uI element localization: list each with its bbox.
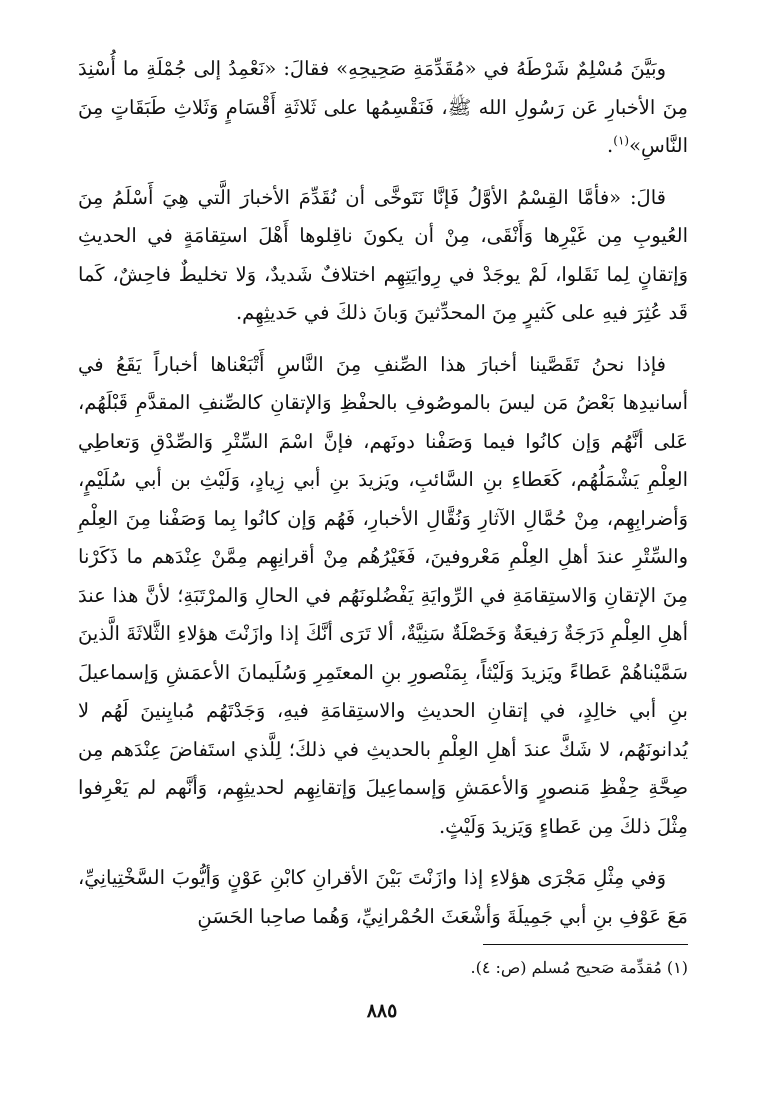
main-text <box>78 50 688 949</box>
paragraph-1 <box>78 50 688 166</box>
paragraph-4: وَفي مِثْلِ مَجْرَى هؤلاءِ إذا وازَنْتَ بَيْنَ الأقرانِ كابْنِ عَوْنٍ وَأيُّوبَ السَّخْتِيانِيِّ، مَعَ عَوْفِ بنِ أبي جَمِيلَةَ وَأشْعَثَ الحُمْرانِيِّ، وَهُما صاحِبا الحَسَنِ <box>78 866 688 928</box>
paragraph-1-tail: . <box>607 134 614 157</box>
paragraph-2: قالَ: «فأمَّا القِسْمُ الأوَّلُ فَإنَّا نَتَوخَّى أن نُقَدِّمَ الأخبارَ الَّتي هِيَ أَسْلَمُ مِنَ العُيوبِ مِن غَيْرِها وَأَنْقَى، مِنْ أن يكونَ ناقِلوها أَهْلَ استِقامَةٍ في الحديثِ وَإتقانٍ لِما نَقَلوا، لَمْ يوجَدْ في رِوايَتِهِم اختلافٌ شَديدٌ، وَلا تخليطٌ فاحِشٌ، كَما قَد عُثِرَ فيهِ على كَثيرٍ مِنَ المحدِّثينَ وَبانَ ذلكَ في حَديثِهِم. <box>78 185 688 324</box>
footnote-reference: (١) <box>613 133 630 148</box>
footnote-mark: (١) <box>666 958 688 977</box>
footnote-text: مُقدِّمة صَحيح مُسلم (ص: ٤). <box>470 958 662 977</box>
paragraph-1-text: وبَيَّنَ مُسْلِمٌ شَرْطَهُ في «مُقَدِّمَةِ صَحِيحِهِ» فقالَ: «نَعْمِدُ إلى جُمْلَةِ ما أُسْنِدَ مِنَ الأخبارِ عَن رَسُولِ الله ﷺ، فَنَقْسِمُها على ثَلاثَةِ أَقْسَامٍ وَثَلاثِ طَبَقَاتٍ مِنَ النَّاسِ» <box>78 57 688 157</box>
paragraph-3: فإذا نحنُ تَقَصَّينا أخبارَ هذا الصِّنفِ مِنَ النَّاسِ أَتْبَعْناها أخباراً يَقَعُ في أسانيدِها بَعْضُ مَن ليسَ بالموصُوفِ بالحفْظِ وَالإتقانِ كالصِّنفِ المقدَّمِ قَبْلَهُم، عَلى أنَّهُم وَإن كانُوا فيما وَصَفْنا دونَهم، فإنَّ اسْمَ السِّتْرِ وَالصِّدْقِ وَتعاطِي العِلْمِ يَشْمَلُهُم، كَعَطاءِ بنِ السَّائبِ، ويَزيدَ بنِ أبي زِيادٍ، وَلَيْثِ بن أبي سُلَيْمٍ، وَأضرابِهِم، مِنْ حُمَّالِ الآثارِ وَنُقَّالِ الأخبارِ، فَهُم وَإن كانُوا بِما وَصَفْنا مِنَ العِلْمِ والسِّتْرِ عندَ أهلِ العِلْمِ مَعْروفينَ، فَغَيْرُهُم مِنْ أقرانِهِم مِمَّنْ عِنْدَهم ما ذَكَرْنا مِنَ الإتقانِ وَالاستِقامَةِ في الرِّوايَةِ يَفْضُلونَهُم في الحالِ وَالمرْتَبَةِ؛ لأنَّ هذا عندَ أهلِ العِلْمِ دَرَجَةٌ رَفيعَةٌ وَخَصْلَةٌ سَنِيَّةٌ، ألا تَرَى أنَّكَ إذا وازَنْتَ هؤلاءِ الثَّلاثَةَ الَّذينَ سَمَّيْناهُمْ عَطاءً ويَزيدَ وَلَيْثاً، بِمَنْصورِ بنِ المعتَمِرِ وَسُلَيمانَ الأعمَشِ وَإسماعيلَ بنِ أبي خالِدٍ، في إتقانِ الحديثِ والاستِقامَةِ فيهِ، وَجَدْتَهُم مُبايِنينَ لَهُم لا يُدانونَهُم، لا شَكَّ عندَ أهلِ العِلْمِ بالحديثِ في ذلكَ؛ لِلَّذي استَفاضَ عِنْدَهم مِن صِحَّةِ حِفْظِ مَنصورٍ وَالأعمَشِ وَإسماعِيلَ وَإتقانِهِم لحديثِهِم، وَأنَّهم لم يَعْرِفوا مِثْلَ ذلكَ مِن عَطاءٍ وَيَزيدَ وَلَيْثٍ. <box>78 352 688 838</box>
page-number: ٨٨٥ <box>366 1000 398 1022</box>
footnote <box>78 956 688 980</box>
footnote-divider <box>483 944 688 945</box>
